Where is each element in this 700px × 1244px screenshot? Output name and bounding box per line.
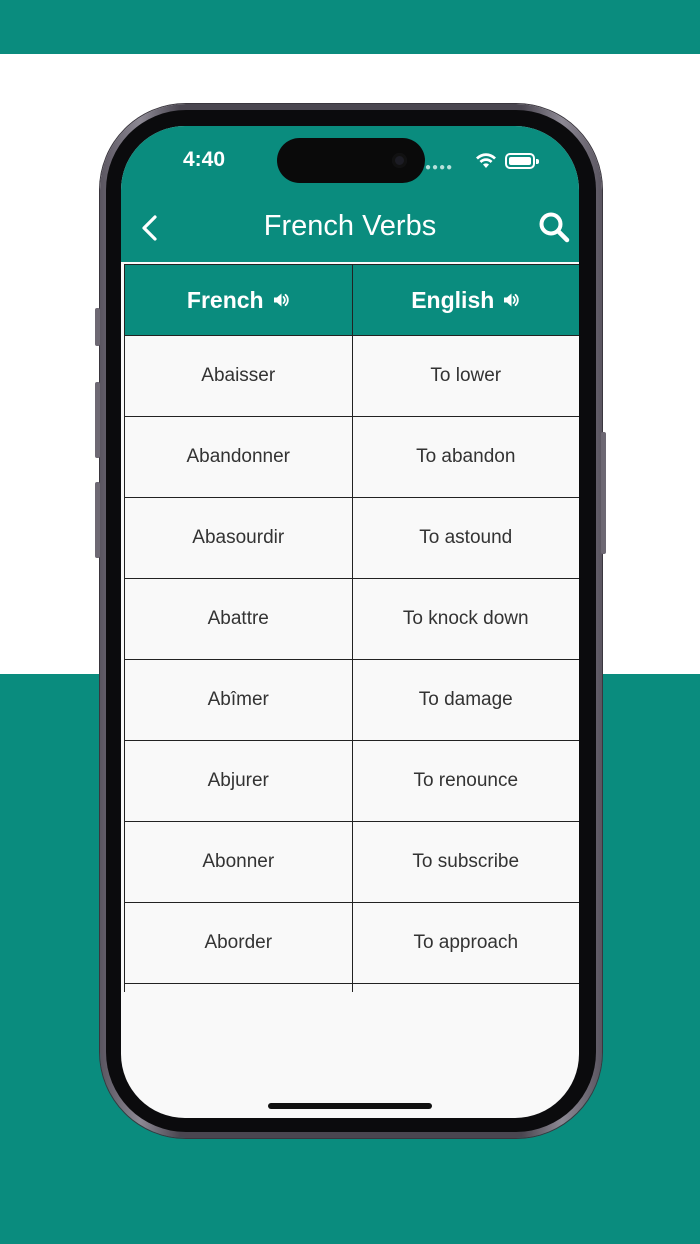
english-translation-cell[interactable]: To lower: [352, 336, 580, 416]
table-row[interactable]: [125, 822, 579, 903]
english-translation-cell[interactable]: To knock down: [352, 579, 580, 659]
english-translation-cell[interactable]: To damage: [352, 660, 580, 740]
search-icon[interactable]: [537, 210, 571, 244]
english-translation-cell[interactable]: To abandon: [352, 417, 580, 497]
action-button: [95, 308, 100, 346]
table-row[interactable]: [125, 498, 579, 579]
top-brand-band: [0, 0, 700, 54]
english-translation-cell[interactable]: To subscribe: [352, 822, 580, 902]
french-verb-cell[interactable]: Abîmer: [207, 689, 269, 710]
app-bar: [121, 126, 579, 262]
french-verb-cell[interactable]: Abonner: [202, 851, 275, 872]
battery-icon: [505, 153, 535, 169]
column-header-english[interactable]: [352, 265, 580, 335]
table-row[interactable]: [125, 336, 579, 417]
french-verb-cell[interactable]: Abattre: [207, 608, 269, 629]
volume-up-button: [95, 382, 100, 458]
speaker-icon[interactable]: [272, 291, 290, 309]
status-time: 4:40: [183, 148, 226, 171]
table-row[interactable]: [125, 741, 579, 822]
home-indicator[interactable]: [268, 1103, 432, 1109]
french-verb-cell[interactable]: Aborder: [204, 932, 273, 953]
page-title: French Verbs: [263, 210, 437, 242]
table-row[interactable]: [125, 660, 579, 741]
wifi-icon: [475, 152, 497, 169]
table-row[interactable]: [125, 903, 579, 984]
table-header: [125, 264, 579, 336]
english-translation-cell[interactable]: To renounce: [352, 741, 580, 821]
dynamic-island: [277, 138, 425, 183]
cellular-signal-icon: ●●●●: [425, 162, 454, 173]
english-translation-cell[interactable]: To astound: [352, 498, 580, 578]
table-scroll-edge: [125, 984, 579, 992]
french-verb-cell[interactable]: Abaisser: [201, 365, 276, 386]
speaker-icon[interactable]: [502, 291, 520, 309]
french-verb-cell[interactable]: Abjurer: [207, 770, 269, 791]
column-header-label: English: [411, 286, 495, 313]
table-row[interactable]: [125, 417, 579, 498]
power-button: [601, 432, 606, 554]
french-verb-cell[interactable]: Abasourdir: [192, 527, 285, 548]
verbs-table: [124, 264, 579, 992]
volume-down-button: [95, 482, 100, 558]
status-indicators: [419, 150, 549, 173]
column-header-label: French: [186, 286, 264, 313]
app-screen: [121, 126, 579, 1118]
table-row[interactable]: [125, 579, 579, 660]
front-camera-icon: [392, 153, 407, 168]
column-header-french[interactable]: [125, 265, 352, 335]
french-verb-cell[interactable]: Abandonner: [186, 446, 291, 467]
english-translation-cell[interactable]: To approach: [352, 903, 580, 983]
